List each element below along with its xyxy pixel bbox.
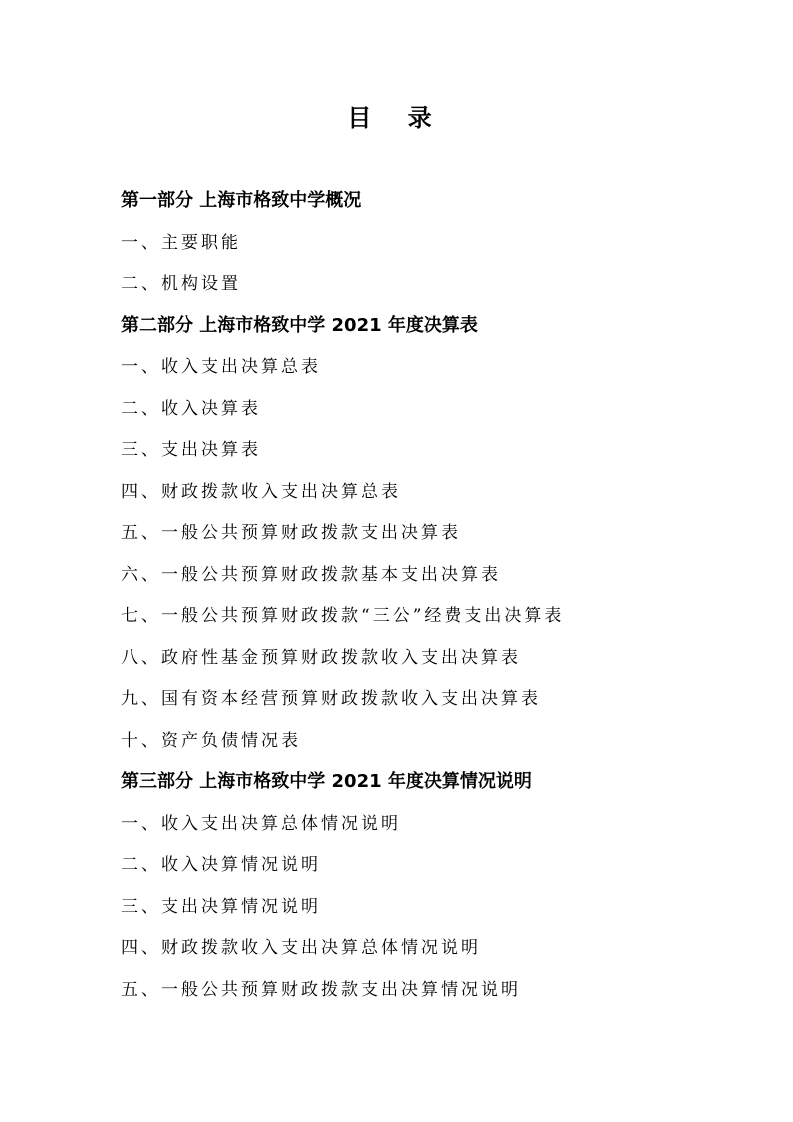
toc-item: 一、主要职能 — [121, 232, 241, 253]
page-title: 目 录 — [347, 104, 446, 132]
toc-part-heading: 第二部分 上海市格致中学 2021 年度决算表 — [121, 314, 478, 336]
toc-item: 五、一般公共预算财政拨款支出决算情况说明 — [121, 979, 521, 1000]
toc-item: 三、支出决算情况说明 — [121, 896, 321, 917]
toc-item: 五、一般公共预算财政拨款支出决算表 — [121, 523, 461, 543]
toc-item: 三、支出决算表 — [121, 440, 261, 460]
toc-item: 八、政府性基金预算财政拨款收入支出决算表 — [121, 647, 521, 668]
toc-item: 一、收入支出决算总表 — [121, 357, 321, 377]
toc-item: 十、资产负债情况表 — [121, 730, 301, 751]
toc-item: 二、机构设置 — [121, 274, 241, 294]
toc-item: 六、一般公共预算财政拨款基本支出决算表 — [121, 564, 501, 585]
toc-item: 二、收入决算表 — [121, 398, 261, 419]
toc-item: 四、财政拨款收入支出决算总表 — [121, 481, 401, 502]
toc-item: 九、国有资本经营预算财政拨款收入支出决算表 — [121, 689, 541, 709]
toc-item: 四、财政拨款收入支出决算总体情况说明 — [121, 938, 481, 958]
toc-item: 二、收入决算情况说明 — [121, 855, 321, 875]
toc-item: 一、收入支出决算总体情况说明 — [121, 813, 401, 834]
toc-part-heading: 第三部分 上海市格致中学 2021 年度决算情况说明 — [121, 771, 532, 792]
toc-item: 七、一般公共预算财政拨款“三公”经费支出决算表 — [121, 606, 565, 626]
table-of-contents — [121, 186, 761, 1016]
toc-part-heading: 第一部分 上海市格致中学概况 — [121, 190, 362, 211]
